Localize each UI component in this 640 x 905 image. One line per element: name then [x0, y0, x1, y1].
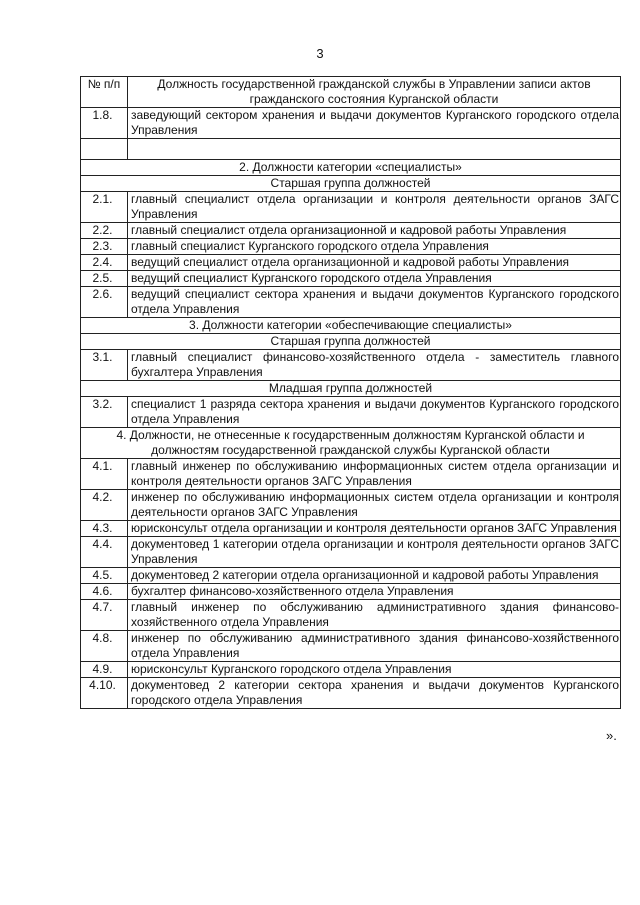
header-num: № п/п: [81, 77, 128, 108]
row-number: 3.2.: [81, 397, 128, 428]
table-row: [81, 521, 621, 537]
row-number: 4.9.: [81, 662, 128, 678]
positions-table: [80, 76, 621, 709]
row-number: 4.4.: [81, 537, 128, 568]
row-position: документовед 2 категории сектора хранения и выдачи документов Курганского городского отдела Управления: [128, 678, 621, 709]
page-number: 3: [316, 46, 324, 61]
table-row: [81, 223, 621, 239]
row-number: 4.8.: [81, 631, 128, 662]
table-row: [81, 584, 621, 600]
row-position: главный инженер по обслуживанию информационных систем отдела организации и контроля деятельности органов ЗАГС Управления: [128, 459, 621, 490]
row-number: 2.5.: [81, 271, 128, 287]
row-position: документовед 2 категории отдела организационной и кадровой работы Управления: [128, 568, 621, 584]
section-heading-row: [81, 318, 621, 334]
spacer-cell: [128, 139, 621, 160]
table-row: [81, 662, 621, 678]
table-row: [81, 350, 621, 381]
row-position: инженер по обслуживанию информационных систем отдела организации и контроля деятельности органов ЗАГС Управления: [128, 490, 621, 521]
table-header-row: [81, 77, 621, 108]
row-number: 3.1.: [81, 350, 128, 381]
section-heading: 4. Должности, не отнесенные к государственным должностям Курганской области и должностям государственной гражданской службы Курганской области: [81, 428, 621, 459]
group-heading: Старшая группа должностей: [81, 176, 621, 192]
group-heading-row: [81, 381, 621, 397]
section-heading: 3. Должности категории «обеспечивающие специалисты»: [81, 318, 621, 334]
table-row: [81, 490, 621, 521]
row-number: 4.10.: [81, 678, 128, 709]
row-position: главный специалист Курганского городского отдела Управления: [128, 239, 621, 255]
table-row: [81, 568, 621, 584]
row-number: 4.3.: [81, 521, 128, 537]
table-row: [81, 255, 621, 271]
table-row: [81, 600, 621, 631]
row-position: юрисконсульт Курганского городского отдела Управления: [128, 662, 621, 678]
section-heading-row: [81, 428, 621, 459]
table-row: [81, 397, 621, 428]
section-heading: 2. Должности категории «специалисты»: [81, 160, 621, 176]
row-position: главный специалист финансово-хозяйственного отдела - заместитель главного бухгалтера Управления: [128, 350, 621, 381]
row-number: 4.2.: [81, 490, 128, 521]
group-heading: Старшая группа должностей: [81, 334, 621, 350]
row-position: специалист 1 разряда сектора хранения и выдачи документов Курганского городского отдела Управления: [128, 397, 621, 428]
row-position: главный инженер по обслуживанию административного здания финансово-хозяйственного отдела Управления: [128, 600, 621, 631]
row-number: 4.5.: [81, 568, 128, 584]
row-position: главный специалист отдела организации и контроля деятельности органов ЗАГС Управления: [128, 192, 621, 223]
header-position: Должность государственной гражданской службы в Управлении записи актов гражданского состояния Курганской области: [128, 77, 621, 108]
row-number: 2.2.: [81, 223, 128, 239]
group-heading-row: [81, 334, 621, 350]
section-heading-row: [81, 160, 621, 176]
row-position: главный специалист отдела организационной и кадровой работы Управления: [128, 223, 621, 239]
group-heading-row: [81, 176, 621, 192]
closing-mark: ».: [606, 728, 617, 743]
spacer-cell: [81, 139, 128, 160]
table-row: [81, 287, 621, 318]
row-position: документовед 1 категории отдела организации и контроля деятельности органов ЗАГС Управления: [128, 537, 621, 568]
table-row: [81, 239, 621, 255]
row-number: 2.1.: [81, 192, 128, 223]
row-number: 1.8.: [81, 108, 128, 139]
row-position: ведущий специалист отдела организационной и кадровой работы Управления: [128, 255, 621, 271]
table-row: [81, 537, 621, 568]
table-row: [81, 271, 621, 287]
row-position: бухгалтер финансово-хозяйственного отдела Управления: [128, 584, 621, 600]
table-spacer-row: [81, 139, 621, 160]
table-row: [81, 678, 621, 709]
row-number: 4.6.: [81, 584, 128, 600]
row-position: юрисконсульт отдела организации и контроля деятельности органов ЗАГС Управления: [128, 521, 621, 537]
row-position: заведующий сектором хранения и выдачи документов Курганского городского отдела Управления: [128, 108, 621, 139]
row-position: ведущий специалист сектора хранения и выдачи документов Курганского городского отдела Управления: [128, 287, 621, 318]
row-number: 2.3.: [81, 239, 128, 255]
row-number: 4.1.: [81, 459, 128, 490]
row-position: инженер по обслуживанию административного здания финансово-хозяйственного отдела Управления: [128, 631, 621, 662]
row-number: 2.4.: [81, 255, 128, 271]
group-heading: Младшая группа должностей: [81, 381, 621, 397]
table-row: [81, 459, 621, 490]
table-row: [81, 108, 621, 139]
row-number: 4.7.: [81, 600, 128, 631]
row-position: ведущий специалист Курганского городского отдела Управления: [128, 271, 621, 287]
table-body: [81, 108, 621, 709]
table-row: [81, 192, 621, 223]
row-number: 2.6.: [81, 287, 128, 318]
table-row: [81, 631, 621, 662]
